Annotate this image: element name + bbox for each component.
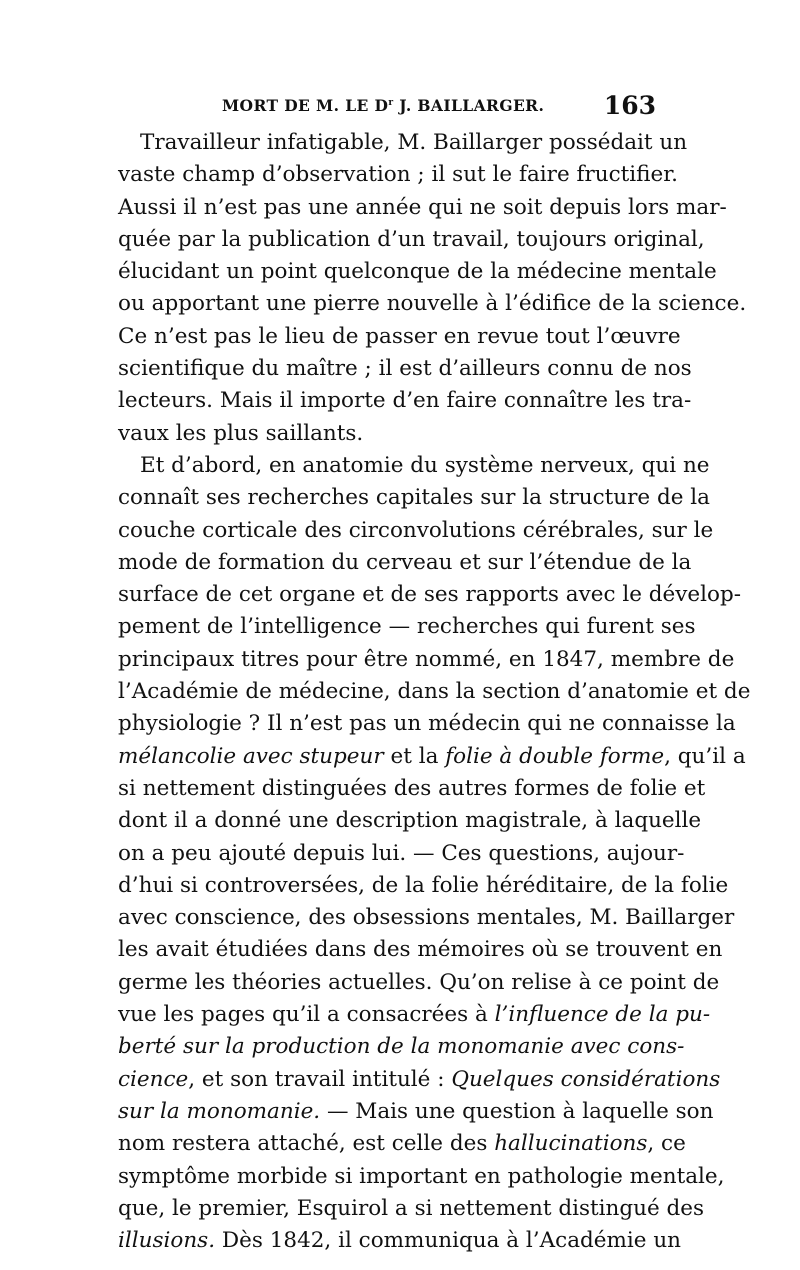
text-segment: ou apportant une pierre nouvelle à l’édifice de la science.	[118, 291, 747, 317]
text-segment: , ce	[647, 1131, 686, 1157]
running-head	[222, 96, 544, 115]
text-line	[118, 418, 678, 450]
text-segment: si nettement distinguées des autres formes de folie et	[118, 775, 706, 801]
text-line	[118, 224, 705, 256]
text-segment: symptôme morbide si important en pathologie mentale,	[118, 1163, 725, 1189]
italic-text: Quelques considérations	[451, 1066, 721, 1092]
text-line	[118, 515, 714, 547]
page-header	[120, 91, 660, 124]
text-line	[118, 611, 696, 643]
italic-text: l’influence de la pu-	[494, 1002, 711, 1028]
text-line	[118, 644, 735, 676]
text-line	[118, 773, 706, 805]
text-segment: , qu’il a	[664, 743, 746, 769]
text-segment: couche corticale des circonvolutions cérébrales, sur le	[118, 517, 714, 543]
text-segment: que, le premier, Esquirol a si nettement distingué des	[118, 1195, 705, 1221]
text-line	[118, 159, 678, 191]
italic-text: sur la monomanie.	[118, 1098, 321, 1124]
text-segment: , et son travail intitulé :	[188, 1066, 452, 1092]
text-segment: Dès 1842, il communiqua à l’Académie un	[215, 1228, 682, 1254]
text-line	[118, 999, 711, 1031]
text-line	[118, 934, 723, 966]
text-segment: vaux les plus saillants.	[118, 420, 364, 446]
text-segment: et la	[383, 743, 446, 769]
text-segment: on a peu ajouté depuis lui. — Ces questions, aujour-	[118, 840, 685, 866]
text-line	[118, 1128, 686, 1160]
running-head-text: MORT DE M. LE D	[222, 96, 389, 115]
text-segment: physiologie ? Il n’est pas un médecin qui ne connaisse la	[118, 711, 736, 737]
text-segment: connaît ses recherches capitales sur la structure de la	[118, 485, 710, 511]
text-segment: Et d’abord, en anatomie du système nerveux, qui ne	[140, 452, 710, 478]
text-line	[118, 805, 702, 837]
text-line	[118, 1064, 721, 1096]
text-line	[118, 256, 717, 288]
text-line	[118, 547, 692, 579]
text-segment: élucidant un point quelconque de la médecine mentale	[118, 259, 717, 285]
text-line	[118, 579, 741, 611]
text-line	[118, 288, 747, 320]
text-segment: mode de formation du cerveau et sur l’étendue de la	[118, 549, 692, 575]
text-segment: lecteurs. Mais il importe d’en faire connaître les tra-	[118, 388, 692, 414]
text-segment: germe les théories actuelles. Qu’on relise à ce point de	[118, 969, 720, 995]
text-line	[118, 482, 710, 514]
text-segment: avec conscience, des obsessions mentales, M. Baillarger	[118, 905, 735, 931]
text-segment: vaste champ d’observation ; il sut le faire fructifier.	[118, 162, 678, 188]
text-segment: l’Académie de médecine, dans la section d’anatomie et de	[118, 679, 751, 705]
text-segment: Ce n’est pas le lieu de passer en revue tout l’œuvre	[118, 323, 681, 349]
text-line	[118, 902, 735, 934]
text-segment: vue les pages qu’il a consacrées à	[118, 1002, 495, 1028]
text-line	[118, 838, 685, 870]
italic-text: mélancolie avec stupeur	[118, 743, 384, 769]
text-segment: les avait étudiées dans des mémoires où se trouvent en	[118, 937, 723, 963]
text-line	[118, 1161, 725, 1193]
italic-text: folie à double forme	[445, 743, 665, 769]
text-line	[118, 321, 681, 353]
text-line	[118, 1193, 705, 1225]
italic-text: illusions.	[118, 1228, 216, 1254]
text-segment: Travailleur infatigable, M. Baillarger possédait un	[140, 130, 688, 155]
body-text	[118, 127, 751, 1257]
running-head-superscript: r	[388, 97, 394, 108]
text-line	[118, 1031, 685, 1063]
text-segment: dont il a donné une description magistrale, à laquelle	[118, 808, 702, 834]
text-segment: — Mais une question à laquelle son	[320, 1098, 714, 1124]
text-segment: principaux titres pour être nommé, en 1847, membre de	[118, 646, 735, 672]
text-segment: surface de cet organe et de ses rapports avec le dévelop-	[118, 582, 741, 608]
text-line	[118, 870, 729, 902]
text-segment: quée par la publication d’un travail, toujours original,	[118, 226, 705, 252]
text-line	[118, 708, 736, 740]
text-segment: d’hui si controversées, de la folie héréditaire, de la folie	[118, 872, 729, 898]
text-segment: scientifique du maître ; il est d’ailleurs connu de nos	[118, 356, 692, 382]
italic-text: hallucinations	[494, 1131, 648, 1157]
text-line	[118, 127, 688, 159]
italic-text: cience	[118, 1066, 189, 1092]
text-segment: nom restera attaché, est celle des	[118, 1131, 495, 1157]
text-line	[118, 676, 751, 708]
text-line	[118, 1096, 714, 1128]
text-line	[118, 353, 692, 385]
italic-text: berté sur la production de la monomanie avec cons-	[118, 1034, 685, 1060]
text-line	[118, 1225, 682, 1257]
text-line	[118, 192, 727, 224]
text-segment: pement de l’intelligence — recherches qui furent ses	[118, 614, 696, 640]
page-number: 163	[603, 91, 656, 120]
text-line	[118, 967, 720, 999]
text-segment: Aussi il n’est pas une année qui ne soit depuis lors mar-	[118, 194, 727, 220]
text-line	[118, 385, 692, 417]
running-head-name: J. BAILLARGER.	[393, 96, 545, 115]
text-line	[118, 741, 746, 773]
text-line	[118, 450, 710, 482]
